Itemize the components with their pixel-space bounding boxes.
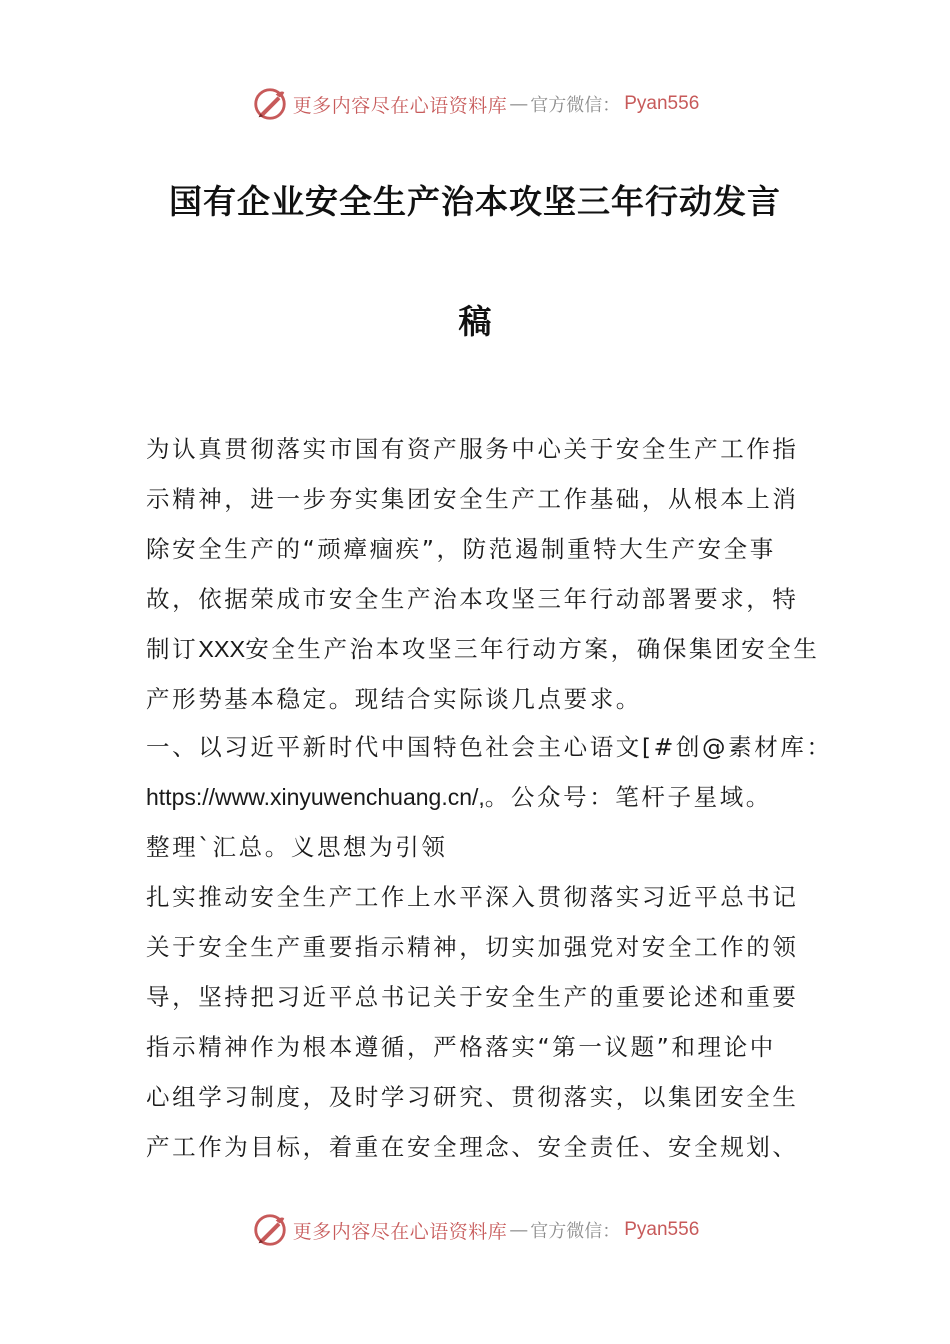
section-heading-1 — [146, 722, 833, 872]
text-line: 关于安全生产重要指示精神，切实加强党对安全工作的领 — [146, 933, 799, 961]
pen-logo-icon — [251, 1211, 289, 1249]
banner-separator: — — [509, 1219, 529, 1241]
banner-text: 更多内容尽在心语资料库 — [292, 1220, 508, 1243]
banner-text: 更多内容尽在心语资料库 — [292, 94, 508, 117]
website-url-text: https://www.xinyuwenchuang.cn/, — [146, 784, 485, 810]
text-line: 为认真贯彻落实市国有资产服务中心关于安全生产工作指 — [146, 435, 799, 463]
text-line: 心组学习制度，及时学习研究、贯彻落实，以集团安全生 — [146, 1083, 799, 1111]
text-line — [146, 772, 811, 822]
document-title-line-1: 国有企业安全生产治本攻坚三年行动发言 — [169, 182, 781, 221]
document-title-line-2: 稿 — [458, 302, 492, 341]
pen-logo-icon — [251, 85, 289, 123]
banner-wechat-id: Pyan556 — [624, 1219, 700, 1240]
text-line: 产工作为目标，着重在安全理念、安全责任、安全规划、 — [146, 1133, 799, 1161]
code-placeholder: XXX — [198, 636, 246, 662]
banner-wechat-id: Pyan556 — [624, 93, 700, 114]
text-line: 指示精神作为根本遵循，严格落实“第一议题”和理论中 — [146, 1033, 776, 1061]
text-line: 一、以习近平新时代中国特色社会主心语文[#创@素材库： — [146, 733, 833, 761]
text-line: 扎实推动安全生产工作上水平深入贯彻落实习近平总书记 — [146, 883, 799, 911]
text-line: 产形势基本稳定。现结合实际谈几点要求。 — [146, 685, 642, 713]
banner-separator: — — [509, 93, 529, 115]
footer-watermark-banner — [0, 1210, 950, 1250]
paragraph-body — [146, 872, 811, 1172]
text-line: 示精神，进一步夯实集团安全生产工作基础，从根本上消 — [146, 485, 799, 513]
text-line: 整理`汇总。义思想为引领 — [146, 833, 448, 861]
banner-subtext: 官方微信： — [530, 95, 621, 116]
text-fragment: 安全生产治本攻坚三年行动方案，确保集团安全生 — [245, 635, 820, 663]
header-watermark-banner — [0, 84, 950, 124]
text-line: 故，依据荣成市安全生产治本攻坚三年行动部署要求，特 — [146, 585, 799, 613]
text-line — [146, 624, 820, 674]
text-fragment: 。公众号：笔杆子星域。 — [484, 783, 772, 811]
text-fragment: 制订 — [146, 635, 199, 663]
text-line: 除安全生产的“顽瘴痼疾”，防范遏制重特大生产安全事 — [146, 535, 776, 563]
paragraph-intro — [146, 424, 820, 724]
banner-subtext: 官方微信： — [530, 1221, 621, 1242]
text-line: 导，坚持把习近平总书记关于安全生产的重要论述和重要 — [146, 983, 799, 1011]
